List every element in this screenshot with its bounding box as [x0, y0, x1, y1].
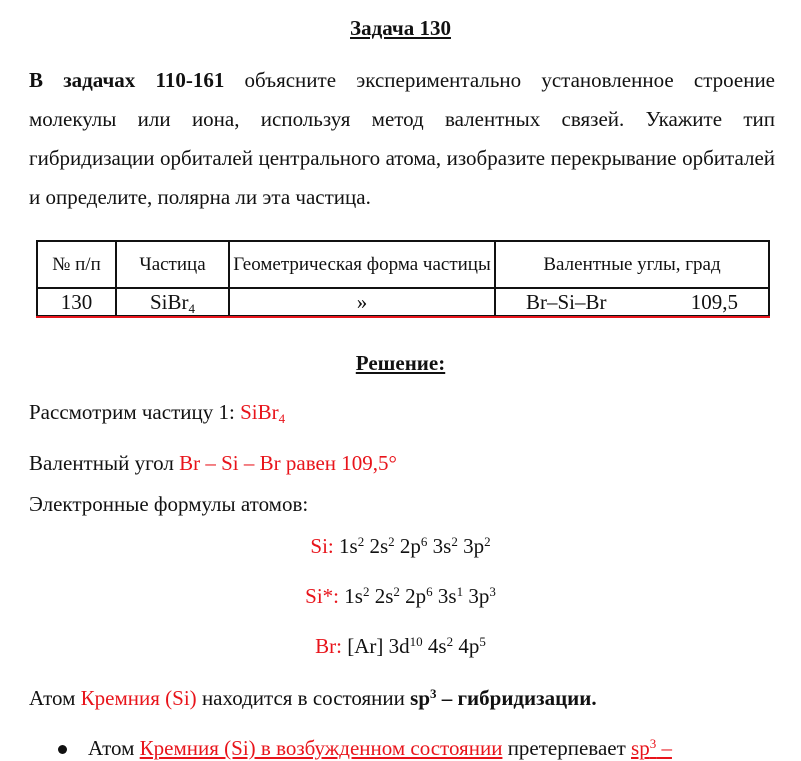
red-underline — [36, 316, 770, 318]
atom-name: Кремния (Si) — [80, 686, 197, 710]
orbital-term: $2s^2$ — [374, 584, 400, 608]
table-row — [37, 288, 769, 316]
header-shape: Геометрическая форма частицы — [229, 241, 495, 288]
formula-br-config — [389, 634, 486, 658]
orbital-term: $3d^{10}$ — [388, 634, 423, 658]
header-angles: Валентные углы, град — [495, 241, 769, 288]
formula-br-label: Br: — [315, 634, 342, 658]
formula-br-prefix: [Ar] — [347, 634, 384, 658]
header-number: № п/п — [37, 241, 116, 288]
angle-bond: Br–Si–Br — [526, 289, 607, 314]
task-table — [36, 240, 770, 317]
orbital-term: $1s^2$ — [344, 584, 370, 608]
formula-si-excited — [0, 584, 801, 609]
orbital-term: $4s^2$ — [427, 634, 454, 658]
orbital-term: $1s^2$ — [339, 534, 365, 558]
orbital-term: $2p^6$ — [399, 534, 428, 558]
table-header-row — [37, 241, 769, 288]
formula-si-star-config — [344, 584, 496, 608]
orbital-term: $4p^5$ — [458, 634, 486, 658]
hybridization-type: $sp^3$ – гибридизации. — [410, 686, 597, 710]
header-particle: Частица — [116, 241, 229, 288]
bullet-atom: Кремния (Si) в возбужденном состоянии — [139, 736, 503, 760]
solution-heading: Решение: — [355, 351, 446, 375]
angle-value: 109,5 — [690, 289, 738, 314]
angle-statement: Br – Si – Br равен 109,5° — [179, 451, 397, 475]
consider-particle: SiBr$_4$ — [240, 400, 286, 426]
cell-angles — [495, 288, 769, 316]
task-text: объясните экспериментально установленное строение молекулы или иона, используя метод валентных связей. Укажите тип гибридизации орбиталей центрального атома, изобразите перекрывание орбиталей и определите, полярна ли эта частица. — [29, 68, 776, 209]
cell-number: 130 — [37, 288, 116, 316]
formula-si — [0, 534, 801, 559]
orbital-term: $3s^2$ — [432, 534, 458, 558]
bullet-line: Атом Кремния (Si) в возбужденном состоянии претерпевает $sp^3$ – — [88, 736, 672, 760]
cell-particle: SiBr$_4$ — [116, 288, 229, 316]
formula-br — [0, 634, 801, 659]
bullet-hyb: $sp^3$ – — [631, 736, 672, 760]
orbital-term: $2s^2$ — [369, 534, 395, 558]
electron-heading: Электронные формулы атомов: — [29, 492, 309, 516]
formula-si-star-label: Si*: — [305, 584, 340, 608]
orbital-term: $3p^3$ — [468, 584, 496, 608]
cell-shape: » — [229, 288, 495, 316]
hybridization-line: Атом Кремния (Si) находится в состоянии $sp^3$ – гибридизации. — [29, 686, 597, 710]
consider-line: Рассмотрим частицу 1: SiBr$_4$ — [29, 400, 286, 426]
task-title: Задача 130 — [350, 16, 451, 40]
formula-si-label: Si: — [310, 534, 334, 558]
orbital-term: $3s^1$ — [437, 584, 464, 608]
task-description — [29, 61, 775, 217]
task-range: В задачах 110-161 — [29, 68, 225, 92]
orbital-term: $2p^6$ — [405, 584, 433, 608]
formula-si-config — [339, 534, 491, 558]
orbital-term: $3p^2$ — [463, 534, 491, 558]
angle-line: Валентный угол Br – Si – Br равен 109,5° — [29, 451, 397, 475]
